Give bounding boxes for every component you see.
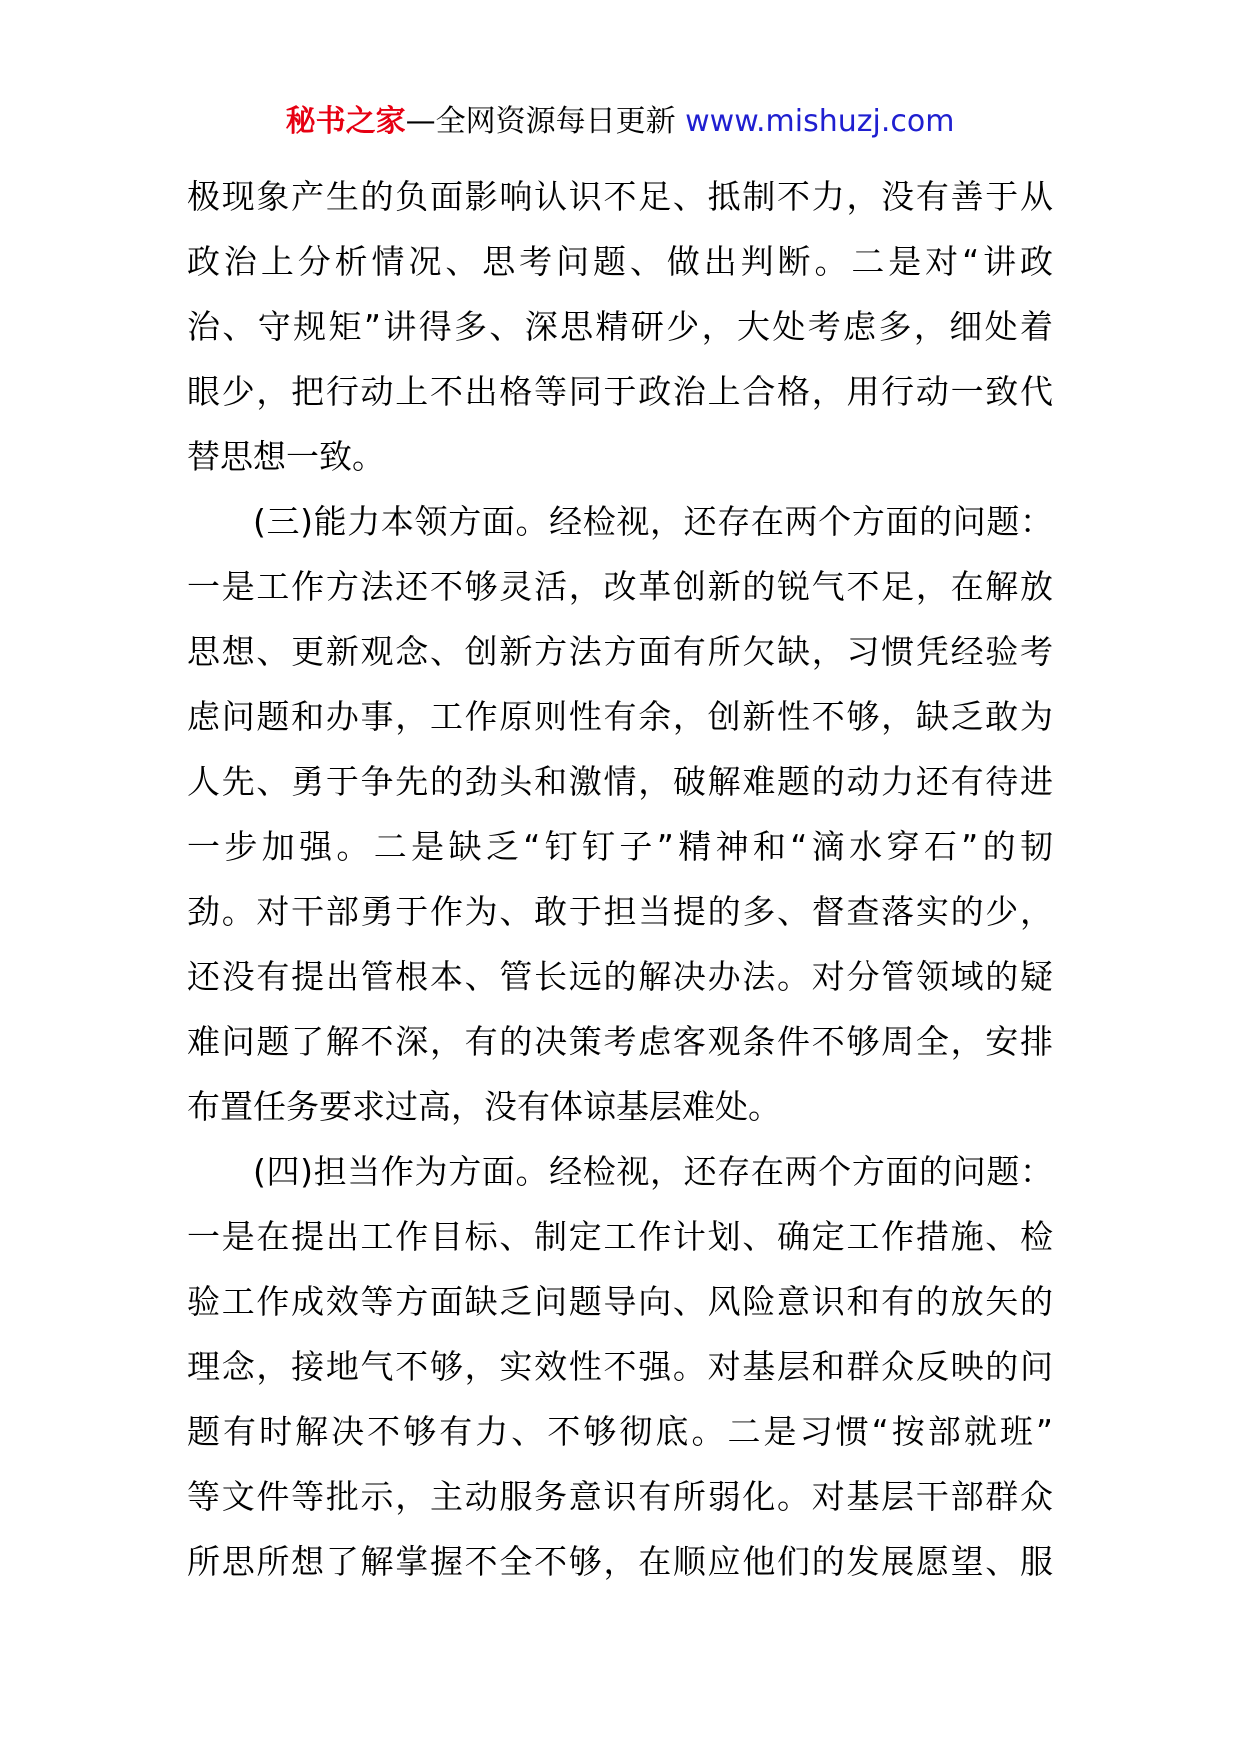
page-header: [0, 100, 1240, 144]
text-line: 思想、更新观念、创新方法方面有所欠缺，习惯凭经验考: [187, 632, 1053, 671]
text-line: 验工作成效等方面缺乏问题导向、风险意识和有的放矢的: [187, 1282, 1053, 1321]
text-line: 所思所想了解掌握不全不够，在顺应他们的发展愿望、服: [187, 1542, 1053, 1581]
text-line: 人先、勇于争先的劲头和激情，破解难题的动力还有待进: [187, 762, 1053, 801]
text-line: 极现象产生的负面影响认识不足、抵制不力，没有善于从: [187, 177, 1053, 216]
section-heading-line: (四)担当作为方面。经检视，还存在两个方面的问题：: [253, 1152, 1053, 1191]
text-line: 眼少，把行动上不出格等同于政治上合格，用行动一致代: [187, 372, 1053, 411]
text-line: 政治上分析情况、思考问题、做出判断。二是对“讲政: [187, 242, 1053, 281]
text-line: 题有时解决不够有力、不够彻底。二是习惯“按部就班”: [187, 1412, 1053, 1451]
text-line: 虑问题和办事，工作原则性有余，创新性不够，缺乏敢为: [187, 697, 1053, 736]
text-line: 治、守规矩”讲得多、深思精研少，大处考虑多，细处着: [187, 307, 1053, 346]
text-line: 替思想一致。: [187, 437, 385, 476]
text-line: 布置任务要求过高，没有体谅基层难处。: [187, 1087, 781, 1126]
document-body: [187, 164, 1053, 1594]
brand-name: 秘书之家: [285, 104, 406, 139]
text-line: 还没有提出管根本、管长远的解决办法。对分管领域的疑: [187, 957, 1053, 996]
text-line: 一步加强。二是缺乏“钉钉子”精神和“滴水穿石”的韧: [187, 827, 1053, 866]
text-line: 一是工作方法还不够灵活，改革创新的锐气不足，在解放: [187, 567, 1053, 606]
header-tagline: —全网资源每日更新: [405, 104, 676, 139]
text-line: 劲。对干部勇于作为、敢于担当提的多、督查落实的少，: [187, 892, 1053, 931]
text-line: 一是在提出工作目标、制定工作计划、确定工作措施、检: [187, 1217, 1053, 1256]
text-line: 理念，接地气不够，实效性不强。对基层和群众反映的问: [187, 1347, 1053, 1386]
text-line: 等文件等批示，主动服务意识有所弱化。对基层干部群众: [187, 1477, 1053, 1516]
section-heading-line: (三)能力本领方面。经检视，还存在两个方面的问题：: [253, 502, 1053, 541]
text-line: 难问题了解不深，有的决策考虑客观条件不够周全，安排: [187, 1022, 1053, 1061]
website-link[interactable]: www.mishuzj.com: [685, 104, 955, 139]
